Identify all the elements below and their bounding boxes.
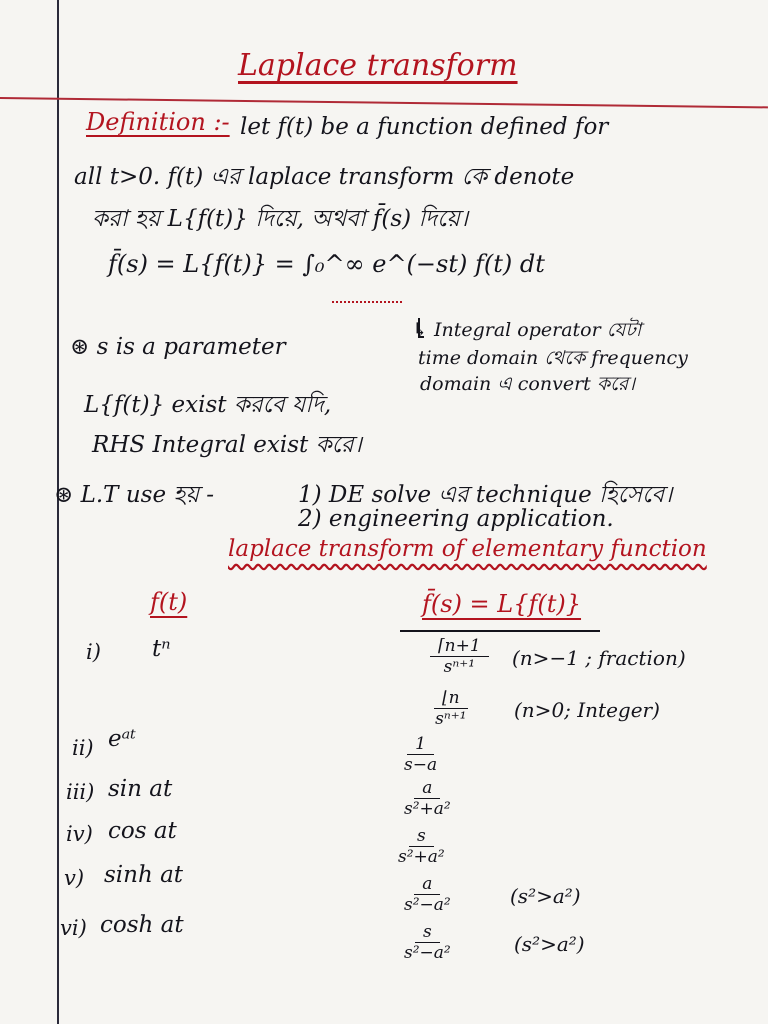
transform-numerator: ⌈n+1: [430, 636, 489, 657]
row-transform: [430, 636, 489, 677]
definition-line-2: all t>0. f(t) এর laplace transform কে denote: [74, 164, 575, 190]
row-number: i): [86, 640, 101, 664]
transform-numerator: a: [414, 778, 440, 799]
row-number: iv): [66, 822, 93, 846]
transform-denominator: s²−a²: [404, 943, 451, 963]
transform-denominator: s²+a²: [398, 847, 445, 867]
exist-condition-2: RHS Integral exist করে।: [92, 432, 362, 458]
row-number: v): [64, 866, 85, 890]
transform-denominator: sⁿ⁺¹: [443, 657, 476, 677]
header-underline: [400, 630, 600, 632]
row-number: ii): [72, 736, 94, 760]
row-condition: (s²>a²): [514, 932, 585, 956]
transform-denominator: s−a: [404, 755, 438, 775]
transform-denominator: s²−a²: [404, 895, 451, 915]
transform-denominator: s²+a²: [404, 799, 451, 819]
transform-numerator: s: [409, 826, 434, 847]
col-header-ft: f(t): [150, 588, 188, 616]
row-function: tⁿ: [152, 636, 171, 662]
row-number: vi): [60, 916, 87, 940]
row-transform: [404, 778, 451, 819]
transform-denominator: sⁿ⁺¹: [435, 709, 467, 729]
row-function: cosh at: [100, 912, 184, 938]
row-function: sinh at: [104, 862, 184, 888]
uses-item-1: 1) DE solve এর technique হিসেবে।: [298, 482, 673, 508]
row-condition: (n>0; Integer): [514, 698, 660, 722]
transform-numerator: 1: [407, 734, 434, 755]
row-transform: [404, 922, 451, 963]
col-header-fs: f̄(s) = L{f(t)}: [422, 590, 582, 618]
transform-numerator: s: [415, 922, 440, 943]
integral-note-1: ↳ Integral operator যেটা: [412, 319, 642, 341]
row-function: eᵃᵗ: [108, 726, 136, 752]
exist-condition-1: L{f(t)} exist করবে যদি,: [84, 392, 332, 418]
integral-note-2: time domain থেকে frequency: [418, 347, 688, 369]
row-transform: [398, 826, 445, 867]
row-function: cos at: [108, 818, 177, 844]
hash-bullet-icon: ⊛: [54, 482, 81, 508]
row-number: iii): [66, 780, 95, 804]
laplace-formula: f̄(s) = L{f(t)} = ∫₀^∞ e^(−st) f(t) dt: [108, 250, 545, 278]
row-condition: (n>−1 ; fraction): [512, 646, 686, 670]
note-s-parameter: ⊛ s is a parameter: [70, 334, 286, 360]
uses-label: ⊛ L.T use হয় -: [54, 482, 215, 508]
transform-numerator: a: [414, 874, 440, 895]
row-condition: (s²>a²): [510, 884, 581, 908]
row-transform: [434, 688, 468, 729]
red-rule-line: [0, 97, 768, 108]
row-transform: [404, 874, 451, 915]
page-title: Laplace transform: [238, 48, 518, 83]
definition-line-3: করা হয় L{f(t)} দিয়ে, অথবা f̄(s) দিয়ে।: [92, 206, 469, 232]
section-title: laplace transform of elementary function: [228, 536, 707, 562]
integral-note-3: domain এ convert করে।: [420, 373, 636, 395]
row-transform: [404, 734, 437, 775]
kernel-underline: [332, 291, 402, 303]
definition-label: Definition :-: [86, 108, 230, 136]
definition-line-1: let f(t) be a function defined for: [240, 114, 609, 140]
row-function: sin at: [108, 776, 173, 802]
uses-item-2: 2) engineering application.: [298, 506, 614, 532]
star-bullet-icon: ⊛: [70, 334, 97, 360]
transform-numerator: ⌊n: [434, 688, 468, 709]
